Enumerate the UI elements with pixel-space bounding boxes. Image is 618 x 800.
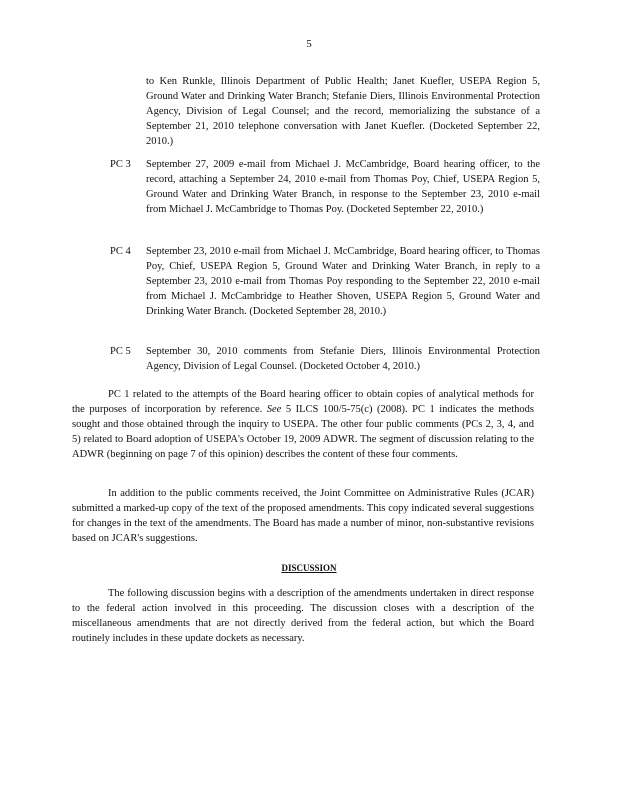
exhibit-text: September 27, 2009 e-mail from Michael J. McCambridge, Board hearing officer, to the record, attaching a September 24, 2010 e-mail from Thomas Poy, Chief, USEPA Region 5, Ground Water and Drinking Water Branch, in response to the September 23, 2010 e-mail from Michael J. McCambridge to Thomas Poy. (Docketed September 22, 2010.) — [146, 159, 540, 215]
exhibit-text: to Ken Runkle, Illinois Department of Public Health; Janet Kuefler, USEPA Region 5, Ground Water and Drinking Water Branch; Stefanie Diers, Illinois Environmental Protection Agency, Division of Legal Counsel; and the record, memorializing the substance of a September 21, 2010 telephone conversation with Janet Kuefler. (Docketed September 22, 2010.) — [146, 76, 540, 147]
paragraph-text: In addition to the public comments received, the Joint Committee on Administrative Rules (JCAR) submitted a marked-up copy of the text of the proposed amendments. This copy indicated several suggestions for changes in the text of the amendments. The Board has made a number of minor, non-substantive revisions based on JCAR's suggestions. — [72, 488, 534, 544]
paragraph-text: The following discussion begins with a description of the amendments undertaken in direct response to the federal action involved in this proceeding. The discussion closes with a description of the miscellaneous amendments that are not directly derived from the federal action, but which the Board routinely includes in these update dockets as necessary. — [72, 588, 534, 644]
body-paragraph — [72, 387, 534, 462]
body-paragraph — [72, 486, 534, 546]
exhibit-text: September 30, 2010 comments from Stefanie Diers, Illinois Environmental Protection Agency, Division of Legal Counsel. (Docketed October 4, 2010.) — [146, 346, 540, 372]
page-number: 5 — [306, 38, 312, 50]
paragraph-text: PC 1 related to the attempts of the Board hearing officer to obtain copies of analytical methods for the purposes of incorporation by reference. — [72, 389, 534, 415]
exhibit-label: PC 4 — [110, 246, 131, 257]
citation-signal: See — [266, 404, 282, 415]
heading-text: DISCUSSION — [281, 563, 337, 573]
paragraph-text: 5 ILCS 100/5-75(c) (2008). PC 1 indicates the methods sought and those obtained through the inquiry to USEPA. The other four public comments (PCs 2, 3, 4, and 5) related to Board adoption of USEPA's October 19, 2009 ADWR. The segment of discussion relating to the ADWR (beginning on page 7 of this opinion) describes the content of these four comments. — [72, 404, 534, 460]
body-paragraph — [72, 586, 534, 646]
section-heading — [0, 561, 618, 576]
exhibit-text: September 23, 2010 e-mail from Michael J. McCambridge, Board hearing officer, to Thomas Poy, Chief, USEPA Region 5, Ground Water and Drinking Water Branch, in reply to a September 23, 2010 e-mail from Thomas Poy responding to the September 22, 2010 e-mail from Michael J. McCambridge to Heather Shoven, USEPA Region 5, Ground Water and Drinking Water Branch. (Docketed September 28, 2010.) — [146, 246, 540, 317]
exhibit-label: PC 3 — [110, 159, 131, 170]
exhibit-label: PC 5 — [110, 346, 131, 357]
